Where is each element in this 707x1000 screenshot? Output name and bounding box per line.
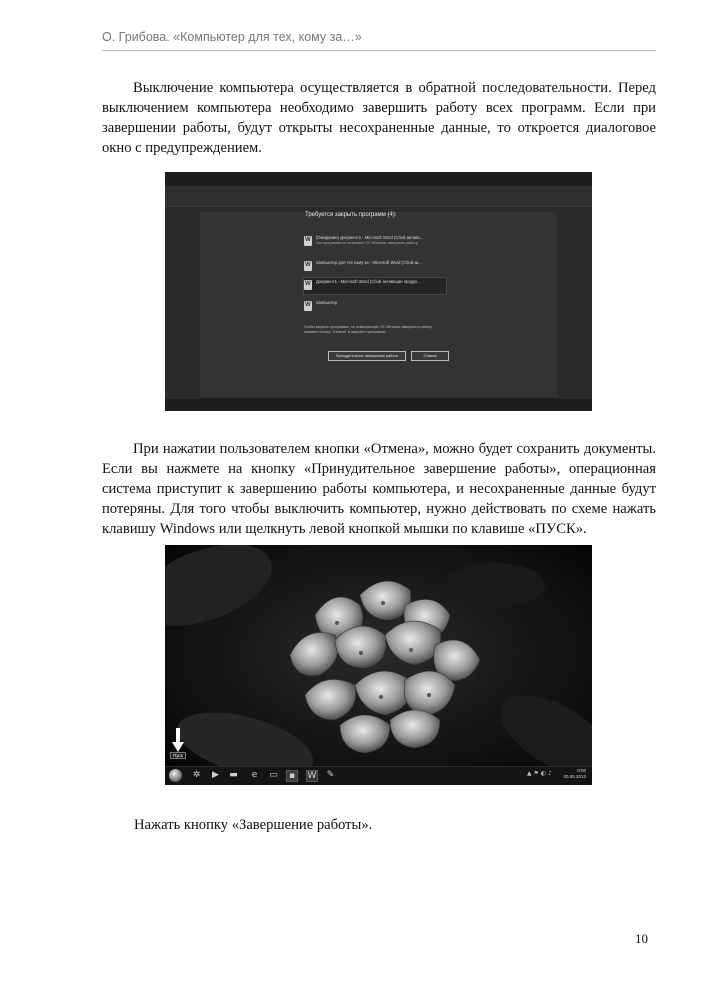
clock-date: 00.00.2013 bbox=[563, 774, 586, 779]
shutdown-dialog-screenshot bbox=[165, 172, 592, 411]
down-arrow-icon bbox=[172, 728, 184, 752]
start-tooltip: Пуск bbox=[170, 752, 186, 759]
header-rule bbox=[102, 50, 656, 51]
word-document-icon bbox=[304, 261, 312, 271]
settings-gear-icon[interactable]: ✲ bbox=[192, 770, 201, 780]
paragraph-instruction: Нажать кнопку «Завершение работы». bbox=[134, 817, 373, 833]
title-bar bbox=[165, 172, 592, 186]
program-label: компьютер bbox=[316, 300, 338, 305]
paragraph-intro: Выключение компьютера осуществляется в обратной последовательности. Перед выключением компьютера необходимо завершить работу всех программ. Если при завершении работы, будут открыты несохраненные данные, то откроется диалоговое окно с предупреждением. bbox=[102, 80, 656, 156]
clock[interactable] bbox=[563, 768, 586, 780]
folder-icon[interactable]: ▬ bbox=[229, 770, 238, 780]
word-icon[interactable]: W bbox=[307, 771, 317, 781]
app-icon[interactable]: ▪ bbox=[286, 770, 298, 782]
program-label: Документ1 - Microsoft Word (Сбой активации продук... bbox=[316, 279, 421, 284]
status-bar bbox=[165, 399, 592, 411]
word-document-icon bbox=[304, 280, 312, 290]
program-label: (Ожидание) Документ2 - Microsoft Word (Сбой актива... bbox=[316, 235, 424, 240]
program-sublabel: Эта программа не позволяет ОС Windows завершить работу. bbox=[316, 241, 419, 245]
paragraph-cancel-explanation: При нажатии пользователем кнопки «Отмена», можно будет сохранить документы. Если вы нажмете на кнопку «Принудительное завершение работы», операционная система приступит к завершению работы компьютера, и несохраненные данные будут потеряны. Для того чтобы выключить компьютер, нужно действовать по схеме нажать клавишу Windows или щелкнуть левой кнопкой мышки по клавише «ПУСК». bbox=[102, 441, 656, 537]
program-label: компьютер для тех кому за - Microsoft Word (Сбой ак... bbox=[316, 260, 422, 265]
cancel-button[interactable]: Отмена bbox=[411, 351, 449, 361]
document-icon bbox=[304, 301, 312, 311]
window-icon[interactable]: ▭ bbox=[269, 770, 278, 780]
start-orb-icon[interactable] bbox=[169, 769, 182, 782]
browser-icon[interactable]: e bbox=[251, 770, 258, 780]
media-player-icon[interactable]: ▶ bbox=[212, 770, 219, 780]
paint-icon[interactable]: ✎ bbox=[326, 770, 335, 780]
tray-icons[interactable]: ▲ ⚑ ◐ ♪ bbox=[527, 770, 552, 777]
running-header: О. Грибова. «Компьютер для тех, кому за…» bbox=[102, 30, 362, 44]
desktop-screenshot bbox=[165, 545, 592, 785]
ribbon-bar bbox=[165, 186, 592, 207]
dialog-note: Чтобы закрыть программы, не позволяющие ОС Windows завершить работу, нажмите кнопку "Отмена" и закройте программы. bbox=[304, 325, 433, 334]
word-document-icon bbox=[304, 236, 312, 246]
close-programs-dialog bbox=[302, 210, 452, 365]
program-item[interactable] bbox=[304, 278, 446, 294]
dialog-title: Требуется закрыть программ (4): bbox=[305, 212, 397, 218]
program-item[interactable] bbox=[304, 234, 446, 250]
taskbar bbox=[165, 766, 592, 785]
force-shutdown-button[interactable]: Принудительное завершение работы bbox=[328, 351, 406, 361]
hydrangea-wallpaper bbox=[165, 545, 592, 785]
clock-time: 0:00 bbox=[577, 768, 586, 773]
program-item[interactable] bbox=[304, 299, 446, 315]
page-number: 10 bbox=[635, 931, 648, 946]
program-item[interactable] bbox=[304, 259, 446, 275]
